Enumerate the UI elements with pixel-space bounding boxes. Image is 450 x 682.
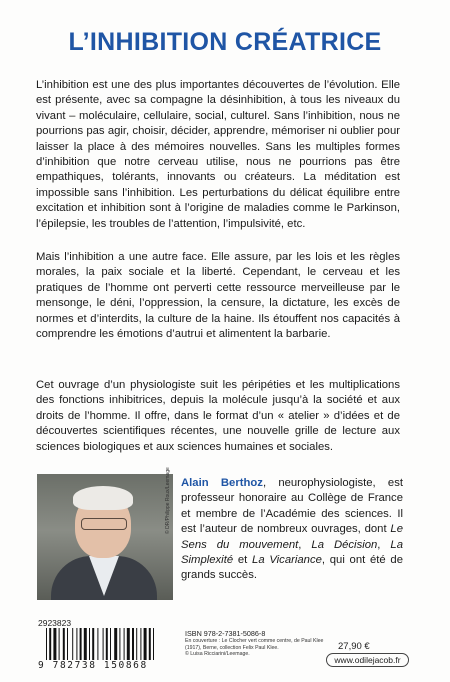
author-bio xyxy=(181,476,403,584)
publisher-url: www.odilejacob.fr xyxy=(326,653,409,667)
price: 27,90 € xyxy=(338,641,370,652)
book-title: L’INHIBITION CRÉATRICE xyxy=(68,28,382,56)
cover-credits-line-2: (1917), Berne, collection Felix Paul Klee. xyxy=(185,644,279,651)
barcode-bars xyxy=(38,628,178,662)
separator-1: , xyxy=(298,538,312,551)
cover-credits-line-3: © Luisa Ricciarini/Leemage. xyxy=(185,651,250,658)
blurb-paragraph-3: Cet ouvrage d’un physiologiste suit les péripéties et les multiplications des fonctions inhibitrices, depuis la molécule jusqu’à la société et aux droits de l’homme. Il offre, dans le format d’un « atelier » d’idées et de découvertes scientifiques récentes, une nouvelle grille de lecture aux sciences biologiques et aux sciences humaines et sociales. xyxy=(36,379,400,453)
separator-3: et xyxy=(233,554,253,567)
isbn: ISBN 978-2-7381-5086-8 xyxy=(185,629,266,638)
book-title-3: La Simplexité xyxy=(181,538,403,567)
barcode-digits: 9 782738 150868 xyxy=(38,660,178,671)
separator-2: , xyxy=(377,538,391,551)
author-name: Alain Berthoz xyxy=(181,477,263,489)
blurb-paragraph-1: L’inhibition est une des plus importantes découvertes de l’évolution. Elle est présente, avec sa compagne la désinhibition, à tous les niveaux du vivant – moléculaire, cellulaire, social, culturel. Sans l’inhibition, nous ne pourrions pas agir, choisir, décider, apprendre, mémoriser ni oublier pour laisser la place à des mémoires nouvelles. Sans les multiples formes d’inhibition que notre cerveau utilise, nous ne pourrions pas être empathiques, tolérants, innovants ou créateurs. La méditation est impossible sans l’inhibition. Les perturbations du délicat équilibre entre excitation et inhibition sont à l’origine de maladies comme le Parkinson, l’épilepsie, les troubles de l’attention, l’impulsivité, etc. xyxy=(36,79,400,230)
author-bio-text-2: , qui ont été de grands succès. xyxy=(181,554,404,582)
author-photo xyxy=(37,474,173,600)
cover-credits xyxy=(185,638,335,658)
author-photo-glasses xyxy=(81,518,127,530)
author-photo-hair xyxy=(73,486,133,510)
book-title-2: La Décision xyxy=(311,538,378,551)
product-code: 2923823 xyxy=(38,618,72,628)
author-bio-text-1: , neurophysiologiste, est professeur honoraire au Collège de France et membre de l’Académie des sciences. Il est l’auteur de nombreux ouvrages, dont xyxy=(181,477,404,536)
cover-credits-line-1: En couverture : Le Clocher vert comme centre, de Paul Klee xyxy=(185,638,324,644)
photo-credit: © DR/Philippe Roux/Leemage xyxy=(165,467,171,534)
book-title-1: Le Sens du mouvement xyxy=(181,523,403,551)
blurb-paragraph-2: Mais l’inhibition a une autre face. Elle assure, par les lois et les règles morales, la paix sociale et la liberté. Cependant, le cerveau et les pratiques de l’homme ont perverti cette ressource merveilleuse par le mensonge, le déni, l’oppression, la censure, la dictature, les excès de normes et d’interdits, la culture de la haine. Ils étouffent nos capacités à comprendre les émotions d’autrui et alimentent la barbarie. xyxy=(36,251,400,341)
book-title-4: La Vicariance xyxy=(252,554,322,567)
